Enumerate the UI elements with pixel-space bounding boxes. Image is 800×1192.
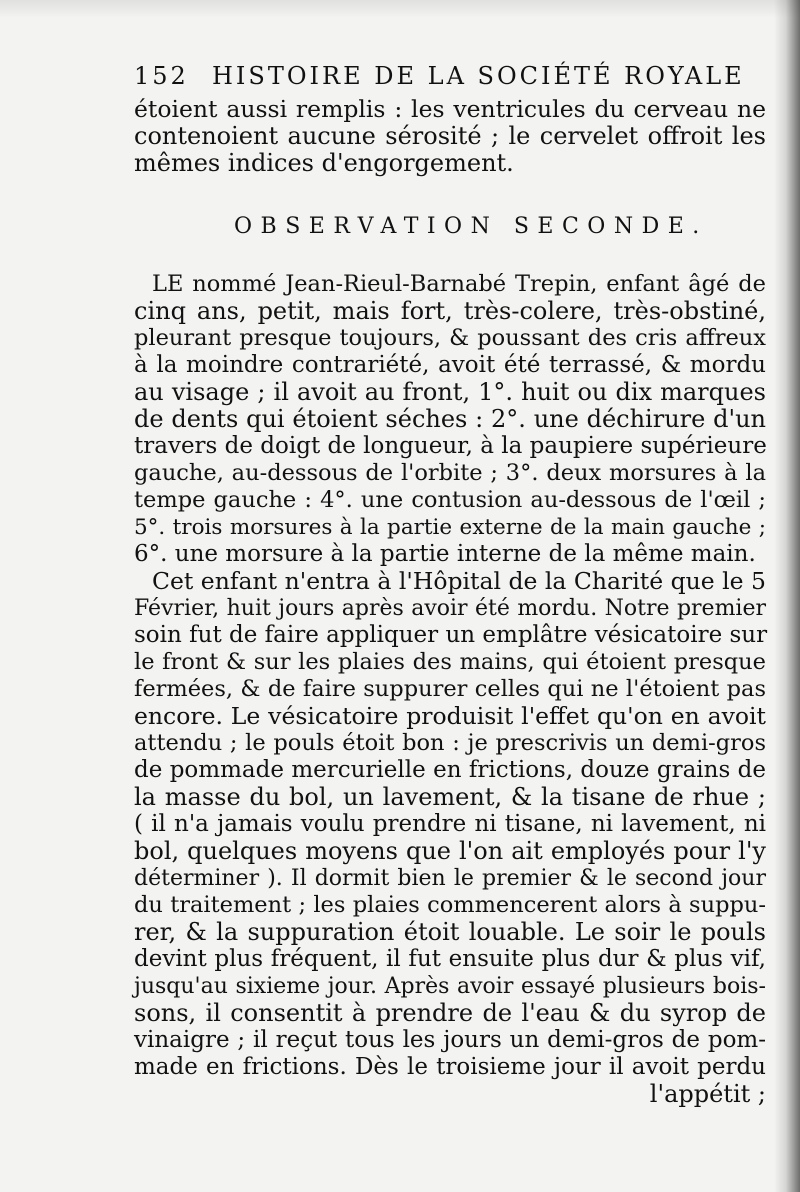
page-text-block xyxy=(134,56,766,1108)
running-header xyxy=(134,56,766,96)
text-line: mêmes indices d'engorgement. xyxy=(134,149,514,177)
section-heading: OBSERVATION SECONDE. xyxy=(234,214,708,239)
page-gutter-shadow xyxy=(774,0,800,1192)
text-line: Février, huit jours après avoir été mordu. Notre premier xyxy=(134,596,766,621)
catchword: l'appétit ; xyxy=(649,1080,766,1108)
text-line: travers de doigt de longueur, à la paupiere supérieure xyxy=(134,433,767,459)
text-line: à la moindre contrariété, avoit été terrassé, & mordu xyxy=(134,352,766,378)
text-line: soin fut de faire appliquer un emplâtre vésicatoire sur xyxy=(134,622,768,648)
text-line: LE nommé Jean-Rieul-Barnabé Trepin, enfant âgé de xyxy=(152,271,766,297)
text-line: de dents qui étoient séches : 2°. une déchirure d'un xyxy=(134,405,766,433)
text-line: jusqu'au sixieme jour. Après avoir essayé plusieurs bois- xyxy=(134,974,766,999)
text-line: 5°. trois morsures à la partie externe de la main gauche ; xyxy=(134,515,766,540)
text-line: vinaigre ; il reçut tous les jours un demi-gros de pom- xyxy=(134,1027,766,1053)
running-head-title: HISTOIRE DE LA SOCIÉTÉ ROYALE xyxy=(212,62,745,90)
text-line: déterminer ). Il dormit bien le premier & le second jour xyxy=(134,866,766,891)
text-line: 6°. une morsure à la partie interne de la même main. xyxy=(134,541,756,567)
text-line: fermées, & de faire suppurer celles qui ne l'étoient pas xyxy=(134,676,766,702)
text-line: attendu ; le pouls étoit bon : je prescrivis un demi-gros xyxy=(134,730,766,756)
text-line: pleurant presque toujours, & poussant des cris affreux xyxy=(134,325,766,351)
text-line: le front & sur les plaies des mains, qui étoient presque xyxy=(134,649,766,675)
text-line: cinq ans, petit, mais fort, très-colere, très-obstiné, xyxy=(134,297,766,325)
text-line: encore. Le vésicatoire produisit l'effet qu'on en avoit xyxy=(134,702,766,730)
text-line: devint plus fréquent, il fut ensuite plus dur & plus vif, xyxy=(134,946,766,972)
text-line: la masse du bol, un lavement, & la tisane de rhue ; xyxy=(134,783,766,811)
top-page-shadow xyxy=(0,0,800,18)
text-line: de pommade mercurielle en frictions, douze grains de xyxy=(134,757,766,783)
text-line: ( il n'a jamais voulu prendre ni tisane, ni lavement, ni xyxy=(134,811,766,837)
text-line: du traitement ; les plaies commencerent alors à suppu- xyxy=(134,892,766,918)
text-line: tempe gauche : 4°. une contusion au-dessous de l'œil ; xyxy=(134,487,766,513)
text-line: contenoient aucune sérosité ; le cervelet offroit les xyxy=(134,122,766,150)
text-line: bol, quelques moyens que l'on ait employés pour l'y xyxy=(134,837,766,865)
text-line: Cet enfant n'entra à l'Hôpital de la Charité que le 5 xyxy=(152,567,767,595)
text-line: sons, il consentit à prendre de l'eau & du syrop de xyxy=(134,999,766,1027)
text-line: made en frictions. Dès le troisieme jour il avoit perdu xyxy=(134,1054,766,1080)
text-line: étoient aussi remplis : les ventricules du cerveau ne xyxy=(134,95,766,123)
text-line: gauche, au-dessous de l'orbite ; 3°. deux morsures à la xyxy=(134,460,766,486)
text-line: au visage ; il avoit au front, 1°. huit ou dix marques xyxy=(134,378,766,406)
page-number: 152 xyxy=(134,62,189,90)
text-line: rer, & la suppuration étoit louable. Le soir le pouls xyxy=(134,918,766,946)
